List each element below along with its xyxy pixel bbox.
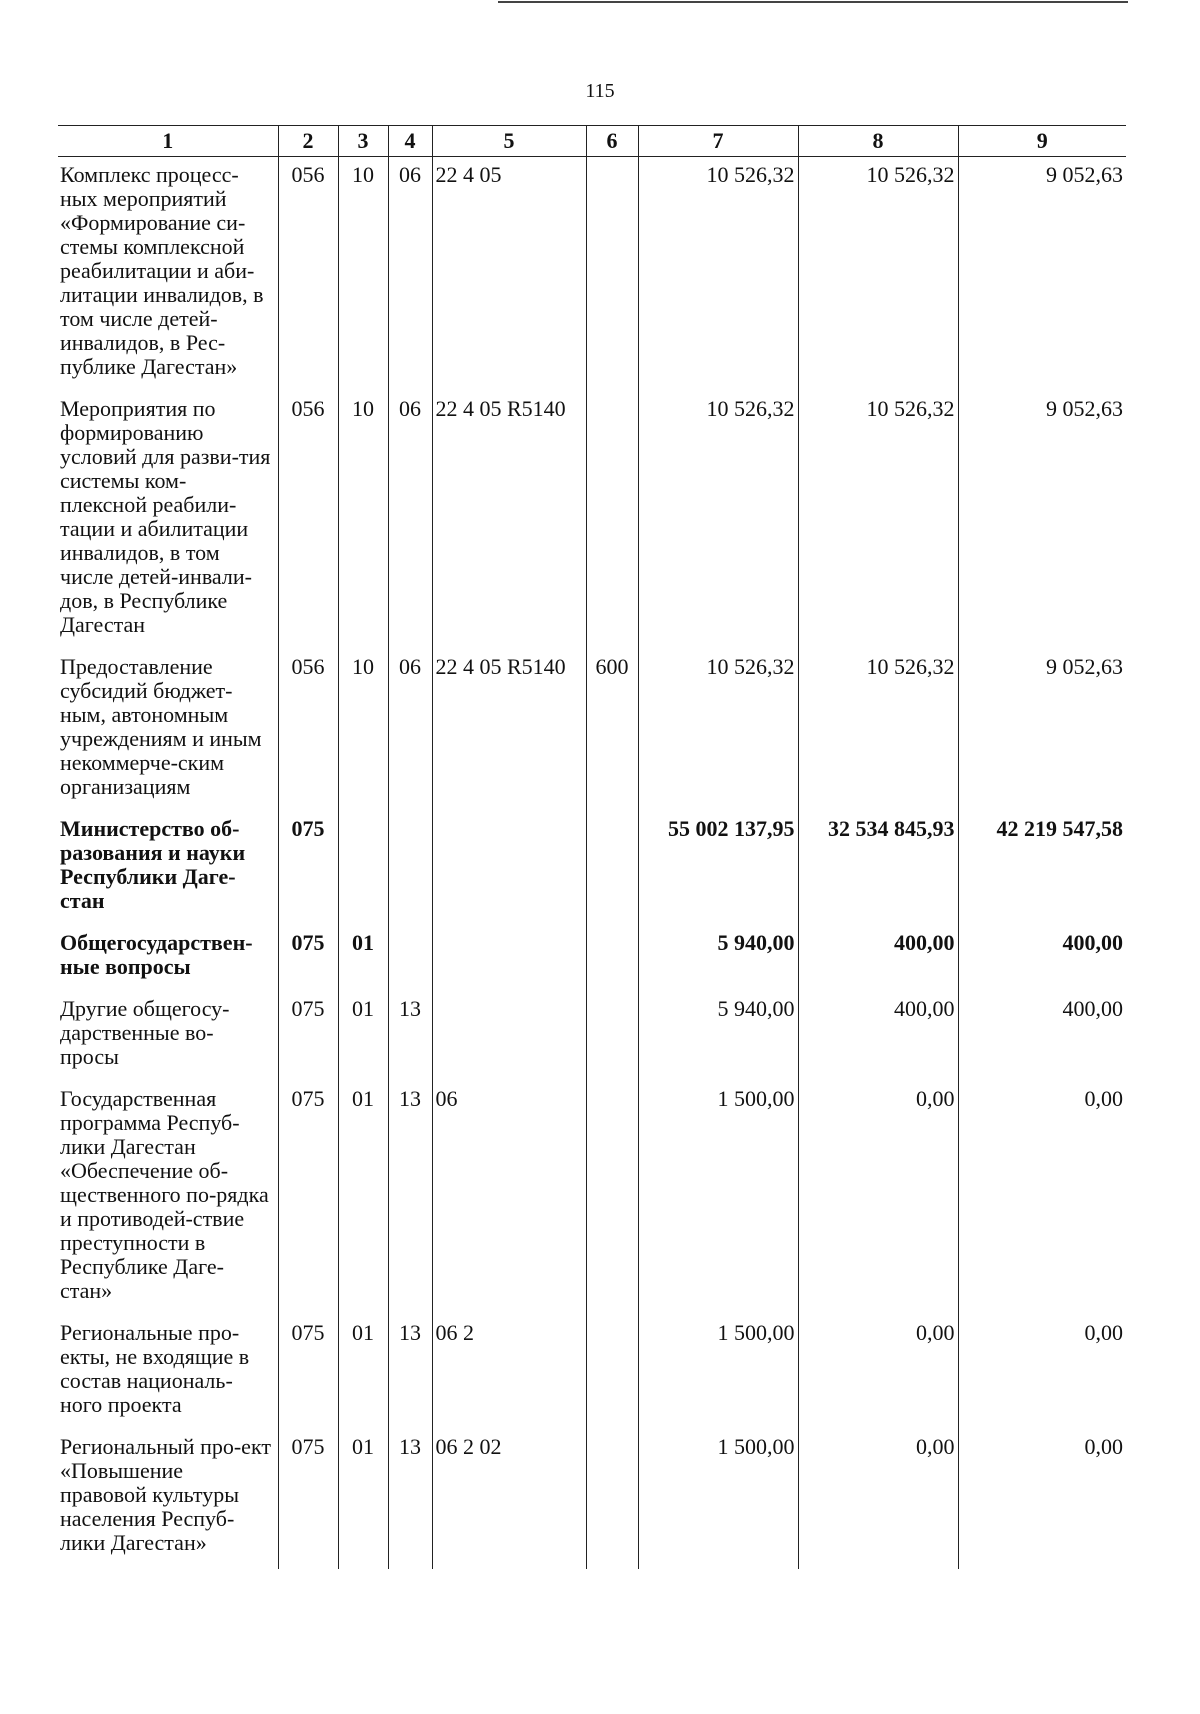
- table-row: [58, 1081, 1126, 1315]
- header-col-6: 6: [586, 126, 638, 157]
- row-expense-type: [586, 991, 638, 1081]
- budget-table: [58, 125, 1126, 1569]
- row-ministry-code: 056: [278, 391, 338, 649]
- row-name: Региональные про-екты, не входящие в состав националь-ного проекта: [60, 1320, 250, 1417]
- row-ministry-code: 075: [278, 925, 338, 991]
- row-section: 01: [338, 1081, 388, 1315]
- row-subsection: 06: [388, 391, 432, 649]
- row-ministry-code: 075: [278, 1315, 338, 1429]
- row-amount-col9: 0,00: [958, 1081, 1126, 1315]
- row-section: [338, 811, 388, 925]
- table-row: [58, 649, 1126, 811]
- row-amount-col8: 400,00: [798, 925, 958, 991]
- row-amount-col8: 0,00: [798, 1081, 958, 1315]
- row-name: Государственная программа Респуб-лики Дагестан «Обеспечение об-щественного по-рядка и противодей-ствие преступности в Республике Даге-стан»: [60, 1086, 269, 1303]
- table-row: [58, 811, 1126, 925]
- row-target-article: [432, 925, 586, 991]
- row-amount-col8: 0,00: [798, 1315, 958, 1429]
- row-amount-col9: 0,00: [958, 1429, 1126, 1569]
- row-ministry-code: 056: [278, 649, 338, 811]
- table-row: [58, 1429, 1126, 1569]
- top-rule: [498, 1, 1128, 3]
- row-ministry-code: 075: [278, 811, 338, 925]
- row-amount-col7: 55 002 137,95: [638, 811, 798, 925]
- row-target-article: 22 4 05 R5140: [432, 649, 586, 811]
- row-expense-type: [586, 811, 638, 925]
- row-target-article: 06 2: [432, 1315, 586, 1429]
- row-subsection: 13: [388, 1429, 432, 1569]
- row-amount-col9: 9 052,63: [958, 649, 1126, 811]
- row-section: 10: [338, 391, 388, 649]
- header-col-1: 1: [58, 126, 278, 157]
- row-name: Комплекс процесс-ных мероприятий «Формирование си-стемы комплексной реабилитации и аби-литации инвалидов, в том числе детей-инвалидов, в Рес-публике Дагестан»: [60, 162, 264, 379]
- row-amount-col8: 10 526,32: [798, 391, 958, 649]
- row-expense-type: [586, 157, 638, 392]
- row-name: Другие общегосу-дарственные во-просы: [60, 996, 230, 1069]
- row-amount-col8: 32 534 845,93: [798, 811, 958, 925]
- row-amount-col8: 400,00: [798, 991, 958, 1081]
- table-row: [58, 991, 1126, 1081]
- row-amount-col7: 5 940,00: [638, 991, 798, 1081]
- row-expense-type: [586, 1081, 638, 1315]
- header-col-9: 9: [958, 126, 1126, 157]
- row-section: 01: [338, 1429, 388, 1569]
- row-amount-col7: 10 526,32: [638, 391, 798, 649]
- row-amount-col7: 1 500,00: [638, 1429, 798, 1569]
- header-col-7: 7: [638, 126, 798, 157]
- row-target-article: [432, 811, 586, 925]
- row-amount-col8: 0,00: [798, 1429, 958, 1569]
- row-target-article: 06: [432, 1081, 586, 1315]
- row-amount-col7: 1 500,00: [638, 1315, 798, 1429]
- row-ministry-code: 075: [278, 1429, 338, 1569]
- row-section: 10: [338, 157, 388, 392]
- row-expense-type: 600: [586, 649, 638, 811]
- row-amount-col7: 10 526,32: [638, 649, 798, 811]
- row-amount-col8: 10 526,32: [798, 157, 958, 392]
- row-target-article: [432, 991, 586, 1081]
- row-section: 01: [338, 991, 388, 1081]
- row-amount-col9: 0,00: [958, 1315, 1126, 1429]
- row-amount-col7: 1 500,00: [638, 1081, 798, 1315]
- row-ministry-code: 075: [278, 1081, 338, 1315]
- table-row: [58, 157, 1126, 392]
- row-amount-col7: 10 526,32: [638, 157, 798, 392]
- row-name: Общегосударствен-ные вопросы: [60, 930, 253, 979]
- row-amount-col9: 400,00: [958, 925, 1126, 991]
- row-amount-col9: 9 052,63: [958, 391, 1126, 649]
- row-name: Мероприятия по формированию условий для разви-тия системы ком-плексной реабили-тации и абилитации инвалидов, в том числе детей-инвали-дов, в Республике Дагестан: [60, 396, 271, 637]
- header-col-4: 4: [388, 126, 432, 157]
- header-col-2: 2: [278, 126, 338, 157]
- row-section: 01: [338, 1315, 388, 1429]
- row-section: 01: [338, 925, 388, 991]
- row-expense-type: [586, 925, 638, 991]
- table-row: [58, 925, 1126, 991]
- header-col-3: 3: [338, 126, 388, 157]
- row-subsection: 06: [388, 157, 432, 392]
- row-amount-col9: 9 052,63: [958, 157, 1126, 392]
- row-subsection: 13: [388, 1315, 432, 1429]
- row-amount-col9: 400,00: [958, 991, 1126, 1081]
- row-section: 10: [338, 649, 388, 811]
- row-name: Министерство об-разования и науки Республики Даге-стан: [60, 816, 246, 913]
- row-expense-type: [586, 391, 638, 649]
- row-expense-type: [586, 1315, 638, 1429]
- row-target-article: 06 2 02: [432, 1429, 586, 1569]
- row-amount-col7: 5 940,00: [638, 925, 798, 991]
- row-amount-col8: 10 526,32: [798, 649, 958, 811]
- row-subsection: 13: [388, 1081, 432, 1315]
- row-ministry-code: 075: [278, 991, 338, 1081]
- row-target-article: 22 4 05: [432, 157, 586, 392]
- table-row: [58, 1315, 1126, 1429]
- table-header-row: [58, 126, 1126, 157]
- row-name: Предоставление субсидий бюджет-ным, автономным учреждениям и иным некоммерче-ским организациям: [60, 654, 262, 799]
- row-name: Региональный про-ект «Повышение правовой культуры населения Респуб-лики Дагестан»: [60, 1434, 271, 1555]
- page-number: 115: [585, 80, 615, 102]
- row-subsection: 13: [388, 991, 432, 1081]
- header-col-5: 5: [432, 126, 586, 157]
- row-subsection: [388, 925, 432, 991]
- header-col-8: 8: [798, 126, 958, 157]
- row-amount-col9: 42 219 547,58: [958, 811, 1126, 925]
- row-expense-type: [586, 1429, 638, 1569]
- row-subsection: 06: [388, 649, 432, 811]
- table-row: [58, 391, 1126, 649]
- row-target-article: 22 4 05 R5140: [432, 391, 586, 649]
- row-subsection: [388, 811, 432, 925]
- row-ministry-code: 056: [278, 157, 338, 392]
